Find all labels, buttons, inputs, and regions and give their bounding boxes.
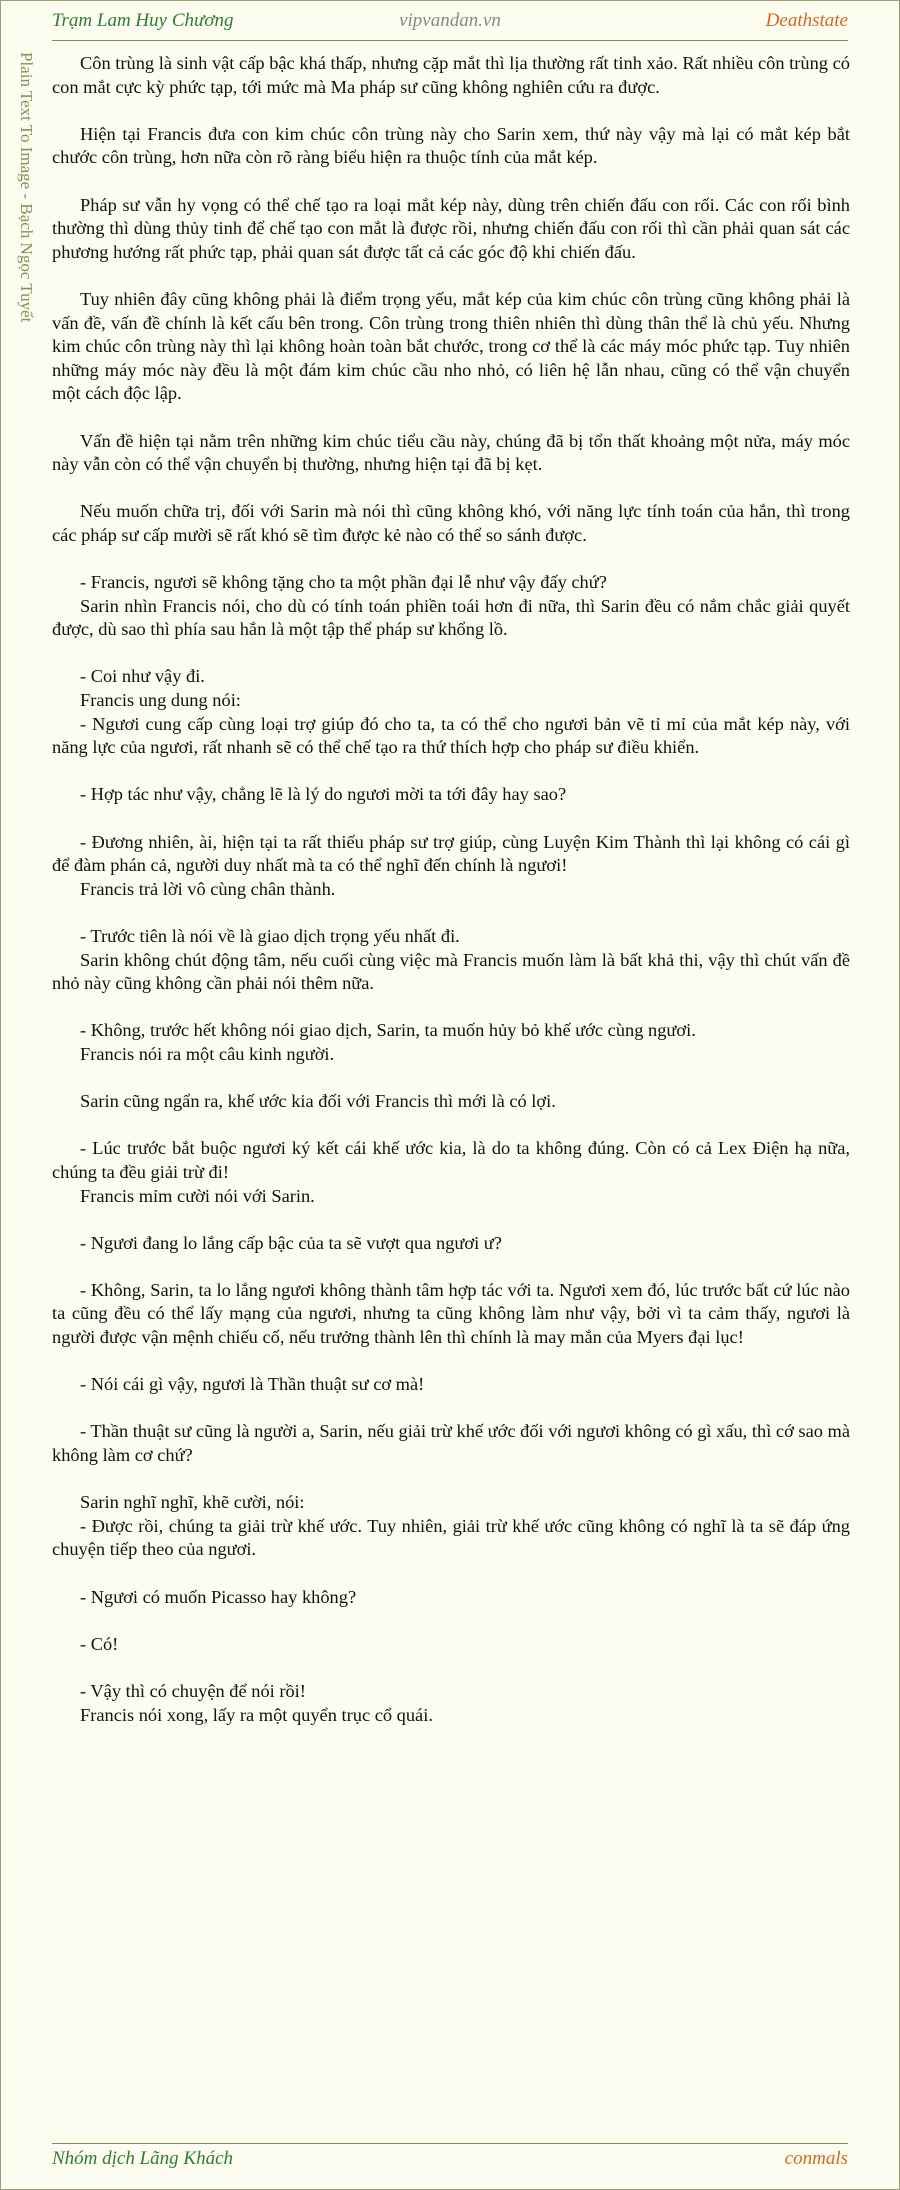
paragraph xyxy=(52,571,850,642)
paragraph xyxy=(52,1019,850,1066)
paragraph-line: Sarin nhìn Francis nói, cho dù có tính toán phiền toái hơn đi nữa, thì Sarin đều có nắm chắc giải quyết được, dù sao thì phía sau hắn là một tập thể pháp sư khổng lồ. xyxy=(52,595,850,640)
paragraph xyxy=(52,665,850,759)
paragraph: Vấn đề hiện tại nằm trên những kim chúc tiểu cầu này, chúng đã bị tổn thất khoảng một nửa, máy móc này vẫn còn có thể vận chuyển bị thường, nhưng hiện tại đã bị kẹt. xyxy=(52,430,850,475)
paragraph-line: Francis mỉm cười nói với Sarin. xyxy=(80,1185,315,1206)
paragraph-line: Francis nói xong, lấy ra một quyển trục cổ quái. xyxy=(80,1704,433,1725)
paragraph-line: - Lúc trước bắt buộc ngươi ký kết cái khế ước kia, là do ta không đúng. Còn có cả Lex Điện hạ nữa, chúng ta đều giải trừ đi! xyxy=(52,1138,850,1182)
paragraph-line: - Được rồi, chúng ta giải trừ khế ước. Tuy nhiên, giải trừ khế ước cũng không có nghĩ là ta sẽ đáp ứng chuyện tiếp theo của ngươi. xyxy=(52,1515,850,1560)
sidebar-vertical-text: Plain Text To Image - Bạch Ngọc Tuyết xyxy=(17,52,36,323)
footer-translation-team: Nhóm dịch Lãng Khách xyxy=(52,2148,234,2169)
paragraph-line: Francis trả lời vô cùng chân thành. xyxy=(80,878,336,899)
paragraph: - Không, Sarin, ta lo lắng ngươi không thành tâm hợp tác với ta. Ngươi xem đó, lúc trước bất cứ lúc nào ta cũng đều có thể lấy mạng của ngươi, nhưng ta cũng không làm như vậy, bởi vì ta cảm thấy, ngươi là người được vận mệnh chiếu cố, nếu trưởng thành lên thì chính là may mắn của Myers đại lục! xyxy=(52,1279,850,1348)
paragraph: Sarin cũng ngẩn ra, khế ước kia đối với Francis thì mới là có lợi. xyxy=(80,1091,556,1112)
paragraph: - Có! xyxy=(80,1633,119,1654)
header-rule xyxy=(52,40,848,41)
paragraph xyxy=(52,1680,850,1727)
paragraph xyxy=(52,831,850,902)
paragraph: - Hợp tác như vậy, chẳng lẽ là lý do ngươi mời ta tới đây hay sao? xyxy=(80,784,567,805)
paragraph-line: Sarin không chút động tâm, nếu cuối cùng việc mà Francis muốn làm là bất khả thi, vậy thì chút vấn đề nhỏ này cũng không cần phải nói thêm nữa. xyxy=(52,949,850,994)
paragraph: Côn trùng là sinh vật cấp bậc khá thấp, nhưng cặp mắt thì lịa thường rất tinh xảo. Rất nhiều côn trùng có con mắt cực kỳ phức tạp, tới mức mà Ma pháp sư cũng không nghiên cứu ra được. xyxy=(52,53,850,97)
page-footer xyxy=(52,2148,848,2176)
paragraph xyxy=(52,925,850,996)
paragraph-line: - Vậy thì có chuyện để nói rồi! xyxy=(80,1680,306,1701)
header-translator-group: Trạm Lam Huy Chương xyxy=(52,10,234,31)
paragraph-line: Francis nói ra một câu kinh người. xyxy=(80,1043,335,1064)
paragraph: - Ngươi đang lo lắng cấp bậc của ta sẽ vượt qua ngươi ư? xyxy=(80,1232,502,1253)
header-book-title: Deathstate xyxy=(765,10,848,31)
paragraph: Pháp sư vẫn hy vọng có thể chế tạo ra loại mắt kép này, dùng trên chiến đấu con rối. Các con rối bình thường thì dùng thủy tinh để chế tạo con mắt là được rồi, nhưng chiến đấu con rối thì cần phải quan sát các phương hướng rất phức tạp, phải quan sát được tất cả các góc độ khi chiến đấu. xyxy=(52,194,850,262)
sidebar-vertical-credit xyxy=(8,52,40,412)
footer-editor: conmals xyxy=(784,2148,848,2169)
paragraph-line: - Đương nhiên, ài, hiện tại ta rất thiếu pháp sư trợ giúp, cùng Luyện Kim Thành thì lại không có cái gì để đàm phán cả, người duy nhất mà ta có thể nghĩ đến chính là ngươi! xyxy=(52,831,850,876)
chapter-body xyxy=(52,52,850,1751)
paragraph: - Thần thuật sư cũng là người a, Sarin, nếu giải trừ khế ước đối với ngươi không có gì xấu, thì cớ sao mà không làm cơ chứ? xyxy=(52,1421,850,1466)
page-header xyxy=(52,10,848,38)
paragraph-line: Sarin nghĩ nghĩ, khẽ cười, nói: xyxy=(80,1492,305,1513)
paragraph-line: - Không, trước hết không nói giao dịch, Sarin, ta muốn hủy bỏ khế ước cùng ngươi. xyxy=(80,1020,696,1041)
paragraph: - Nói cái gì vậy, ngươi là Thần thuật sư cơ mà! xyxy=(80,1374,425,1395)
footer-rule xyxy=(52,2143,848,2144)
paragraph xyxy=(52,1137,850,1208)
paragraph-line: - Francis, ngươi sẽ không tặng cho ta một phần đại lễ như vậy đấy chứ? xyxy=(80,572,607,593)
paragraph: Hiện tại Francis đưa con kim chúc côn trùng này cho Sarin xem, thứ này vậy mà lại có mắt kép bắt chước côn trùng, hơn nữa còn rõ ràng biểu hiện ra thuộc tính của mắt kép. xyxy=(52,123,850,168)
paragraph-line: - Ngươi cung cấp cùng loại trợ giúp đó cho ta, ta có thể cho ngươi bản vẽ tỉ mỉ của mắt kép này, với năng lực của ngươi, rất nhanh sẽ có thể chế tạo ra thứ thích hợp cho pháp sư điều khiển. xyxy=(52,713,850,758)
paragraph-line: - Trước tiên là nói về là giao dịch trọng yếu nhất đi. xyxy=(80,925,460,946)
paragraph-line: - Coi như vậy đi. xyxy=(80,666,205,687)
header-site: vipvandan.vn xyxy=(399,10,501,31)
paragraph xyxy=(52,1491,850,1562)
paragraph: - Ngươi có muốn Picasso hay không? xyxy=(80,1586,357,1607)
paragraph: Nếu muốn chữa trị, đối với Sarin mà nói thì cũng không khó, với năng lực tính toán của hắn, thì trong các pháp sư cấp mười sẽ rất khó sẽ tìm được kẻ nào có thể so sánh được. xyxy=(52,501,850,545)
paragraph: Tuy nhiên đây cũng không phải là điểm trọng yếu, mắt kép của kim chúc côn trùng cũng không phải là vấn đề, vấn đề chính là kết cấu bên trong. Côn trùng trong thiên nhiên thì dùng thân thể là chủ yếu. Nhưng kim chúc côn trùng này thì lại không hoàn toàn bắt chước, trong cơ thể là các máy móc phức tạp. Tuy nhiên những máy móc này đều là một đám kim chúc cầu nho nhỏ, có liên hệ lẫn nhau, cũng có thể vận chuyển một cách độc lập. xyxy=(52,288,850,404)
paragraph-line: Francis ung dung nói: xyxy=(80,690,241,711)
